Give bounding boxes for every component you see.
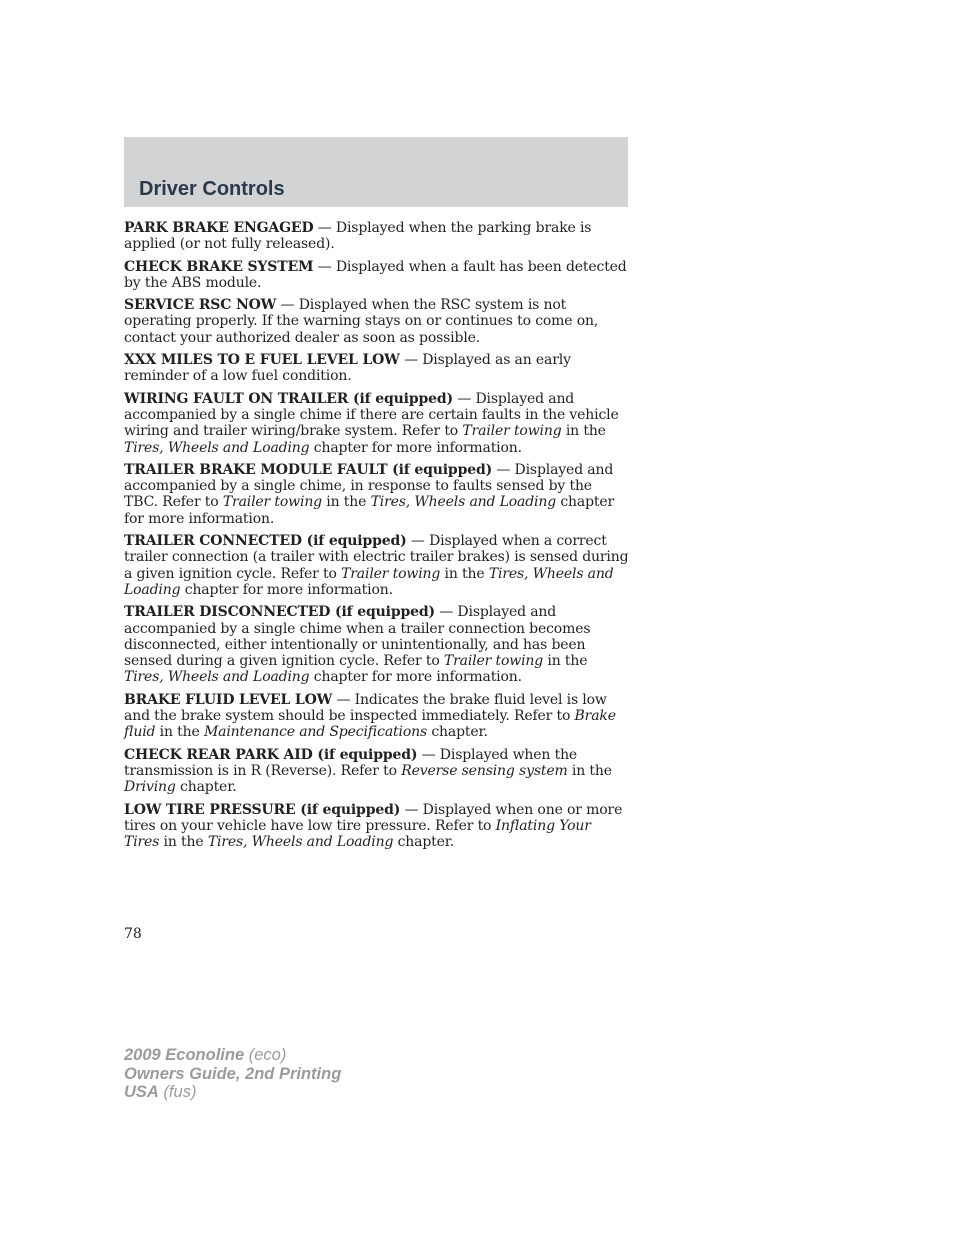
message-entry <box>124 604 630 685</box>
message-description: — Displayed when one or more tires on your vehicle have low tire pressure. Refer to <box>124 801 623 834</box>
footer-market-code: (fus) <box>163 1083 197 1101</box>
message-description: — Displayed when a correct trailer connection (a trailer with electric trailer brakes) is sensed during a given ignition cycle. Refer to <box>124 533 629 582</box>
message-description: in the <box>440 565 489 582</box>
cross-reference: Brake fluid <box>124 708 616 741</box>
section-title: Driver Controls <box>139 178 285 200</box>
cross-reference: Tires, Wheels and Loading <box>124 565 614 598</box>
message-description: in the <box>543 653 588 670</box>
page-number: 78 <box>124 926 142 942</box>
message-term: SERVICE RSC NOW <box>124 297 277 314</box>
footer-line-3 <box>124 1083 341 1102</box>
cross-reference: Tires, Wheels and Loading <box>124 669 310 686</box>
message-description: in the <box>159 834 208 851</box>
message-description: in the <box>322 494 371 511</box>
message-description: — Displayed when the parking brake is applied (or not fully released). <box>124 220 592 253</box>
message-entry <box>124 462 630 527</box>
footer-guide: Owners Guide, 2nd Printing <box>124 1064 342 1083</box>
message-description: chapter for more information. <box>309 669 522 686</box>
message-description: in the <box>567 762 612 779</box>
message-description: chapter. <box>393 834 455 851</box>
message-description: chapter. <box>427 724 488 741</box>
message-entry <box>124 802 630 851</box>
message-term: BRAKE FLUID LEVEL LOW <box>124 691 333 708</box>
message-entry <box>124 220 630 253</box>
message-list <box>124 220 630 856</box>
message-description: in the <box>155 724 204 741</box>
cross-reference: Trailer towing <box>443 653 544 670</box>
message-description: chapter. <box>175 779 237 796</box>
cross-reference: Tires, Wheels and Loading <box>207 834 394 851</box>
message-description: — Displayed and accompanied by a single chime when a trailer connection becomes disconnected, either intentionally or unintentionally, and has been sensed during a given ignition cycle. Refer to <box>124 604 591 670</box>
message-entry <box>124 352 630 385</box>
message-term: TRAILER DISCONNECTED (if equipped) <box>124 604 435 621</box>
message-description: in the <box>561 423 606 440</box>
message-description: — Indicates the brake fluid level is low and the brake system should be inspected immediately. Refer to <box>124 691 607 725</box>
footer-line-2 <box>124 1065 341 1084</box>
message-description: — Displayed when the RSC system is not operating properly. If the warning stays on or continues to come on, contact your authorized dealer as soon as possible. <box>124 297 599 346</box>
message-entry <box>124 533 630 598</box>
message-term: LOW TIRE PRESSURE (if equipped) <box>124 801 401 818</box>
message-description: — Displayed when the transmission is in R (Reverse). Refer to <box>124 746 578 779</box>
message-term: TRAILER BRAKE MODULE FAULT (if equipped) <box>124 461 493 478</box>
message-term: TRAILER CONNECTED (if equipped) <box>124 533 407 550</box>
cross-reference: Tires, Wheels and Loading <box>124 439 310 456</box>
message-entry <box>124 391 630 456</box>
footer-model: 2009 Econoline <box>124 1046 245 1064</box>
message-term: WIRING FAULT ON TRAILER (if equipped) <box>124 390 454 407</box>
message-entry <box>124 747 630 796</box>
document-footer <box>124 1046 341 1102</box>
message-description: chapter for more information. <box>180 581 393 598</box>
message-term: XXX MILES TO E FUEL LEVEL LOW <box>124 352 400 369</box>
footer-line-1 <box>124 1046 341 1065</box>
cross-reference: Tires, Wheels and Loading <box>370 494 557 511</box>
message-description: — Displayed as an early reminder of a low fuel condition. <box>124 352 571 385</box>
cross-reference: Driving <box>124 779 176 796</box>
message-entry <box>124 259 630 292</box>
cross-reference: Maintenance and Specifications <box>203 724 428 741</box>
message-term: CHECK BRAKE SYSTEM <box>124 258 314 275</box>
message-description: — Displayed and accompanied by a single chime, in response to faults sensed by the TBC. Refer to <box>124 461 614 511</box>
cross-reference: Trailer towing <box>222 494 322 511</box>
message-description: chapter for more information. <box>124 494 615 527</box>
cross-reference: Trailer towing <box>341 565 441 582</box>
footer-market: USA <box>124 1083 159 1101</box>
section-header-band <box>124 137 628 207</box>
message-entry <box>124 297 630 346</box>
footer-model-code: (eco) <box>248 1046 287 1064</box>
message-term: CHECK REAR PARK AID (if equipped) <box>124 746 418 763</box>
message-term: PARK BRAKE ENGAGED <box>124 220 314 236</box>
cross-reference: Trailer towing <box>462 423 562 440</box>
message-description: — Displayed and accompanied by a single chime if there are certain faults in the vehicle wiring and trailer wiring/brake system. Refer to <box>124 390 619 440</box>
message-description: — Displayed when a fault has been detected by the ABS module. <box>124 258 627 291</box>
message-description: chapter for more information. <box>309 439 522 456</box>
message-entry <box>124 692 630 741</box>
cross-reference: Reverse sensing system <box>401 762 568 779</box>
cross-reference: Inflating Your Tires <box>124 817 591 851</box>
